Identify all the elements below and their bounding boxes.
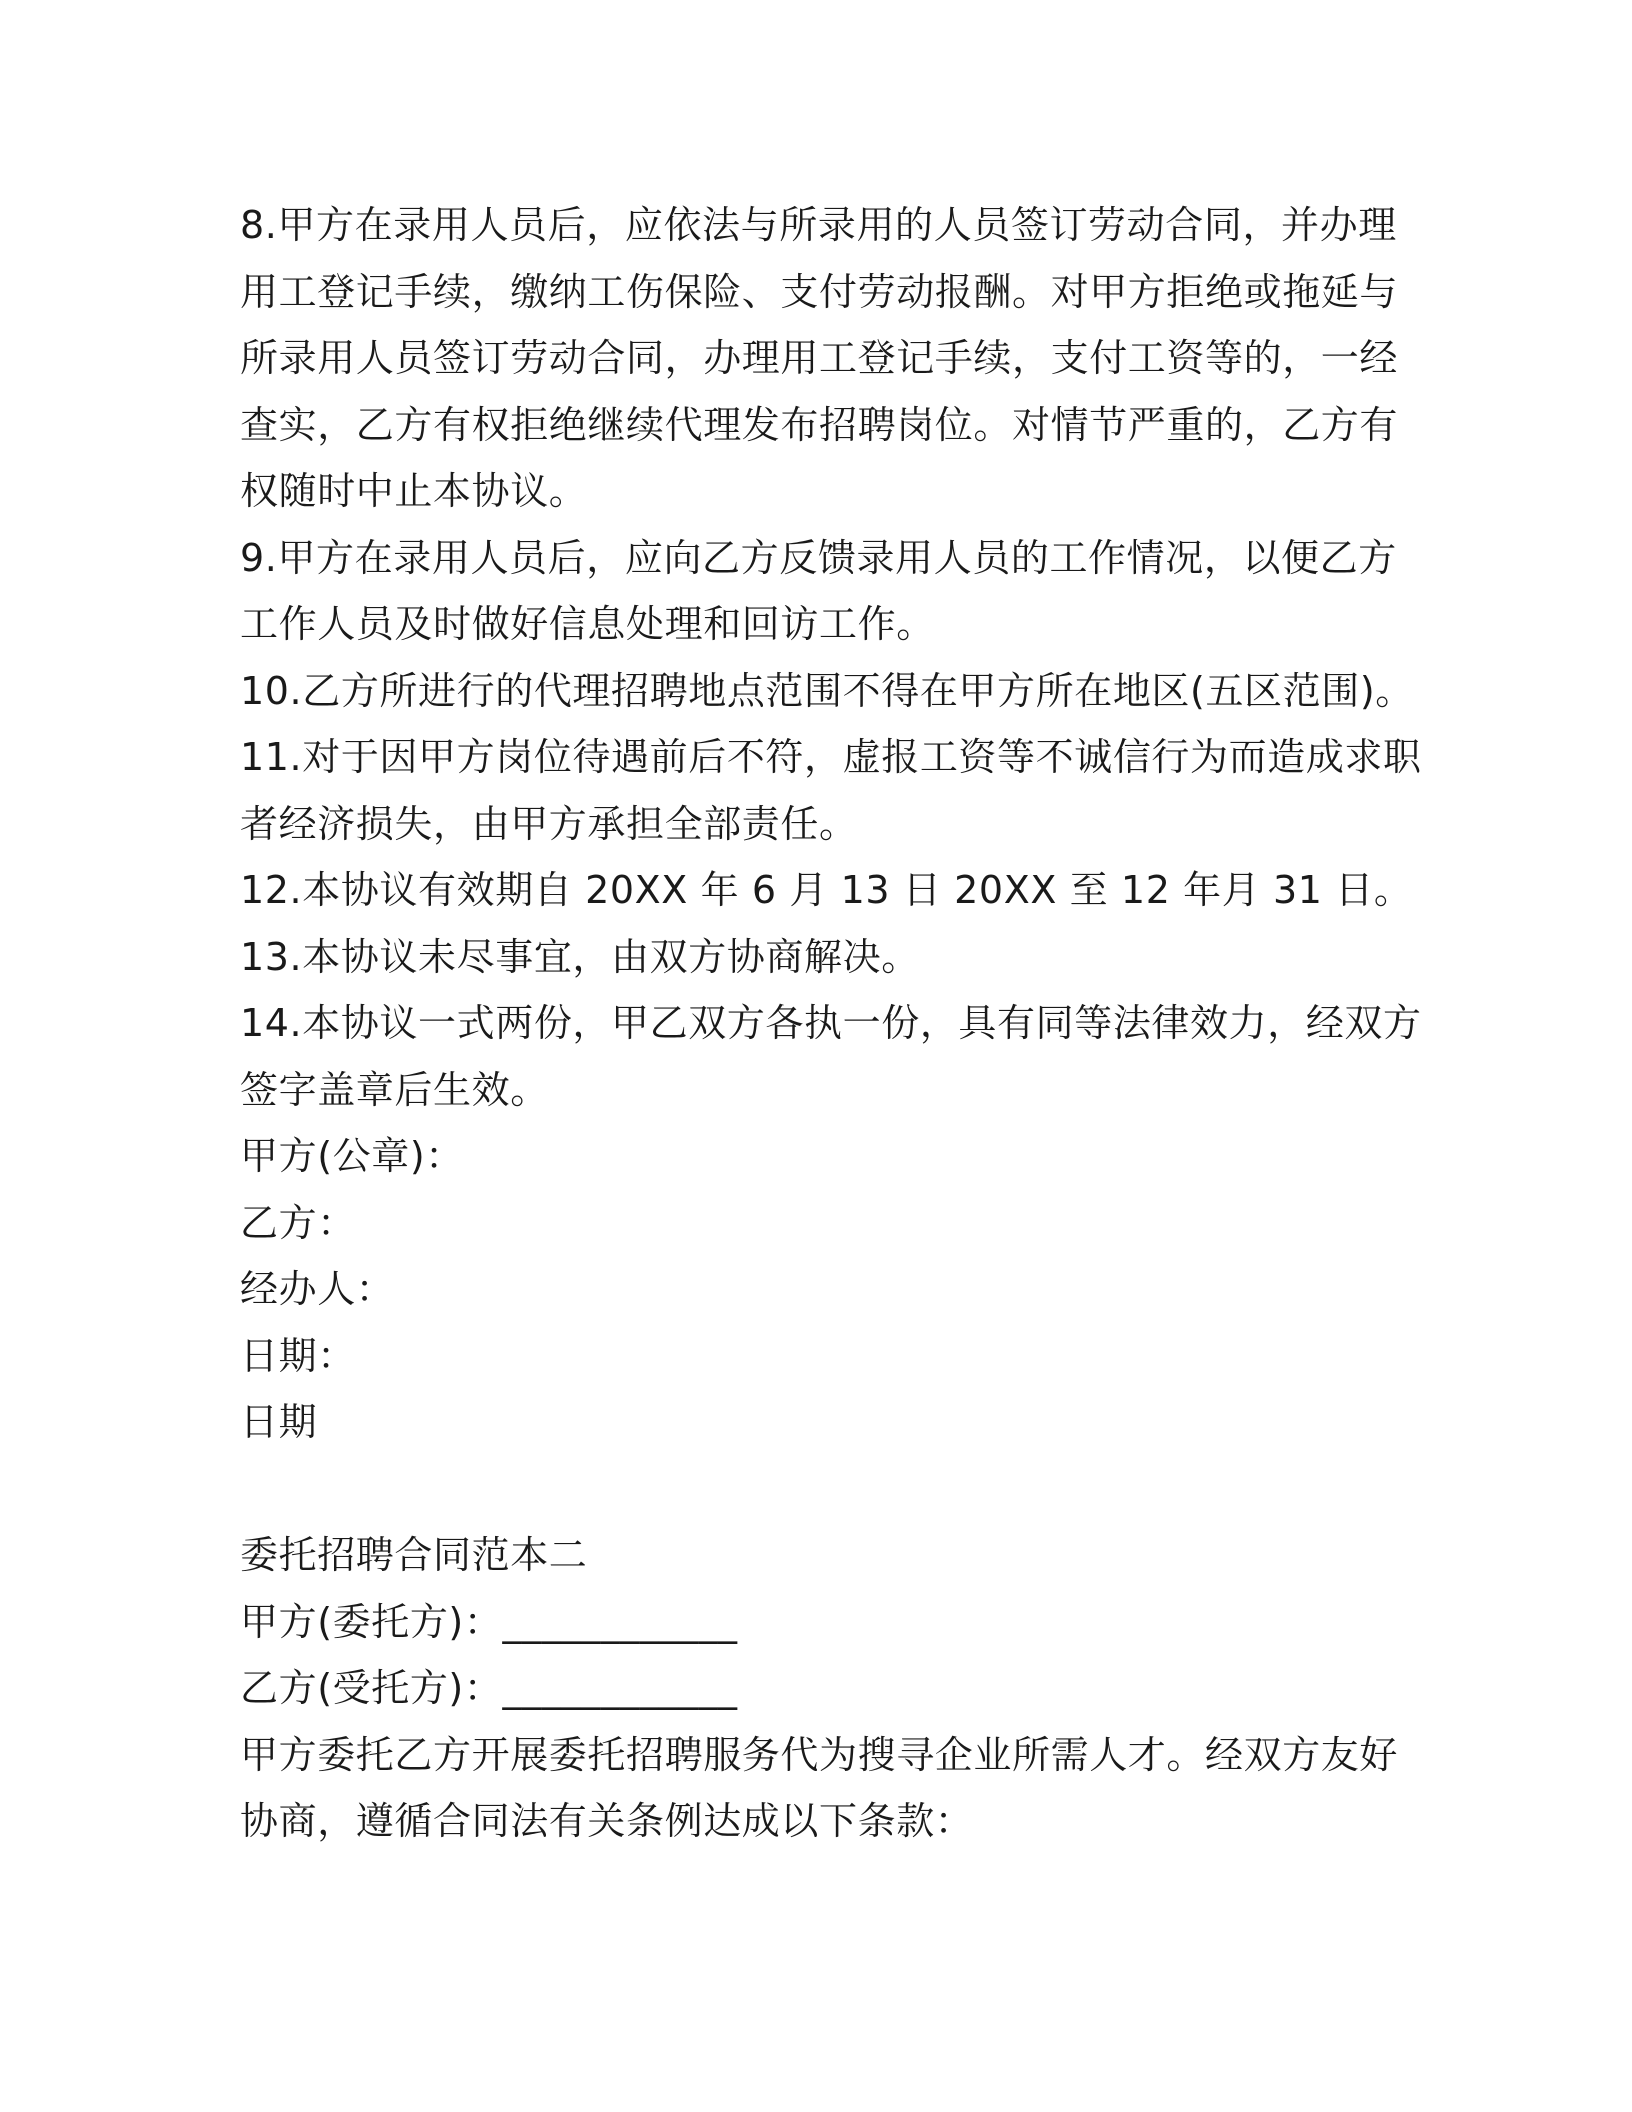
signature-date-2: 日期: [240, 1400, 318, 1444]
clause-14: [240, 990, 1420, 1123]
section-2: [240, 1522, 1420, 1855]
clause-9-line-2: 工作人员及时做好信息处理和回访工作。: [240, 602, 935, 646]
clause-14-line-1: 14.本协议一式两份，甲乙双方各执一份，具有同等法律效力，经双方: [240, 1001, 1422, 1045]
clause-12: [240, 857, 1420, 924]
signature-party-b: 乙方：: [240, 1200, 356, 1245]
clause-11-line-1: 11.对于因甲方岗位待遇前后不符，虚报工资等不诚信行为而造成求职: [240, 735, 1422, 779]
clause-8-line-5: 权随时中止本协议。: [240, 469, 588, 513]
clause-8-line-3: 所录用人员签订劳动合同，办理用工登记手续，支付工资等的，一经: [240, 336, 1399, 380]
section-2-party-a: 甲方(委托方)：____________: [240, 1599, 738, 1644]
section-2-party-b: 乙方(受托方)：____________: [240, 1666, 738, 1710]
clause-10: [240, 658, 1420, 725]
document-body: [240, 192, 1420, 1855]
section-spacer: [240, 1456, 1420, 1523]
clause-12-line-1: 12.本协议有效期自 20XX 年 6 月 13 日 20XX 至 12 年月 31 日。: [240, 868, 1413, 912]
clause-10-line-1: 10.乙方所进行的代理招聘地点范围不得在甲方所在地区(五区范围)。: [240, 668, 1414, 713]
clause-8-line-2: 用工登记手续，缴纳工伤保险、支付劳动报酬。对甲方拒绝或拖延与: [240, 269, 1399, 314]
clause-13-line-1: 13.本协议未尽事宜，由双方协商解决。: [240, 934, 920, 979]
section-2-intro-line-2: 协商，遵循合同法有关条例达成以下条款：: [240, 1799, 974, 1843]
signature-date: 日期：: [240, 1333, 356, 1378]
clause-8: [240, 192, 1420, 525]
signature-party-a-seal: 甲方(公章)：: [240, 1134, 464, 1178]
clause-9-line-1: 9.甲方在录用人员后，应向乙方反馈录用人员的工作情况，以便乙方: [240, 535, 1397, 580]
clause-11: [240, 724, 1420, 857]
signature-handler: 经办人：: [240, 1267, 395, 1311]
clause-13: [240, 924, 1420, 991]
signature-block: [240, 1123, 1420, 1456]
clause-11-line-2: 者经济损失，由甲方承担全部责任。: [240, 801, 858, 846]
clause-8-line-1: 8.甲方在录用人员后，应依法与所录用的人员签订劳动合同，并办理: [240, 203, 1397, 247]
section-2-title: 委托招聘合同范本二: [240, 1533, 588, 1577]
clause-8-line-4: 查实，乙方有权拒绝继续代理发布招聘岗位。对情节严重的，乙方有: [240, 402, 1399, 447]
clause-9: [240, 525, 1420, 658]
section-2-intro-line-1: 甲方委托乙方开展委托招聘服务代为搜寻企业所需人才。经双方友好: [240, 1732, 1399, 1777]
clause-14-line-2: 签字盖章后生效。: [240, 1067, 549, 1112]
